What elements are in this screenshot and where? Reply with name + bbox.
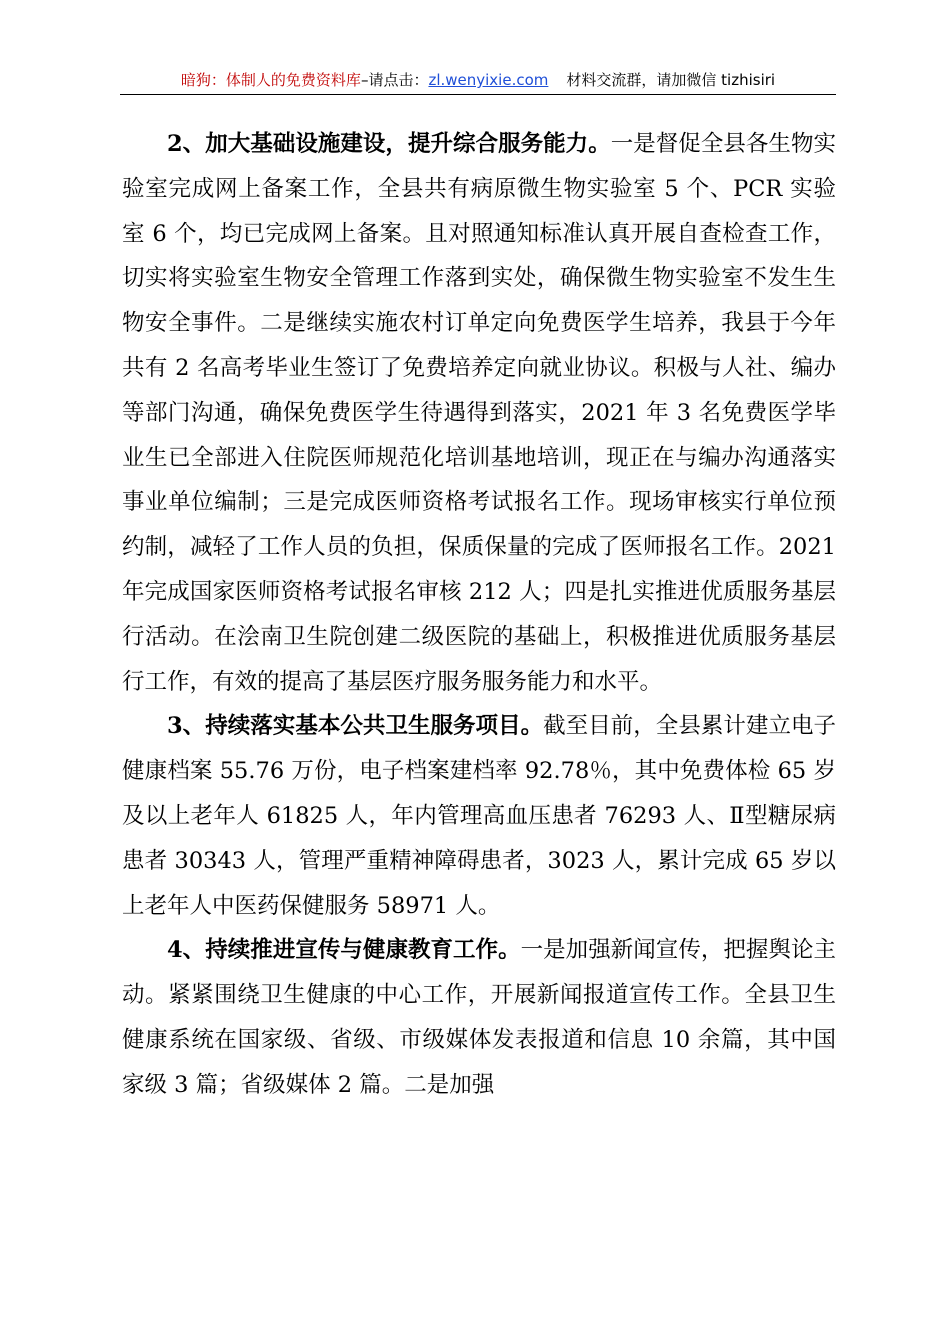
paragraph-2 bbox=[122, 122, 836, 704]
header-contact: 材料交流群，请加微信 tizhisiri bbox=[566, 71, 776, 89]
paragraph-text: 一是加强新闻宣传，把握舆论主动。紧紧围绕卫生健康的中心工作，开展新闻报道宣传工作。全县卫生健康系统在国家级、省级、市级媒体发表报道和信息 10 余篇，其中国家级 3 篇；省级媒体 2 篇。二是加强 bbox=[122, 937, 836, 1098]
document-body bbox=[122, 122, 836, 1108]
header-link[interactable]: zl.wenyixie.com bbox=[428, 71, 549, 89]
paragraph-heading: 2、加大基础设施建设，提升综合服务能力。 bbox=[167, 131, 611, 157]
paragraph-3 bbox=[122, 704, 836, 928]
paragraph-heading: 4、持续推进宣传与健康教育工作。 bbox=[167, 937, 521, 964]
paragraph-text: 截至目前，全县累计建立电子健康档案 55.76 万份，电子档案建档率 92.78％，其中免费体检 65 岁及以上老年人 61825 人，年内管理高血压患者 76293 人、Ⅱ型糖尿病患者 30343 人，管理严重精神障碍患者，3023 人，累计完成 65 岁以上老年人中医药保健服务 58971 人。 bbox=[122, 713, 836, 919]
paragraph-heading: 3、持续落实基本公共卫生服务项目。 bbox=[167, 713, 544, 740]
page-header bbox=[120, 66, 836, 95]
header-brand: 暗狗：体制人的免费资料库 bbox=[180, 71, 361, 89]
paragraph-4 bbox=[122, 928, 836, 1107]
paragraph-text: 一是督促全县各生物实验室完成网上备案工作，全县共有病原微生物实验室 5 个、PCR 实验室 6 个，均已完成网上备案。且对照通知标准认真开展自查检查工作，切实将实验室生物安全管理工作落到实处，确保微生物实验室不发生生物安全事件。二是继续实施农村订单定向免费医学生培养，我县于今年共有 2 名高考毕业生签订了免费培养定向就业协议。积极与人社、编办等部门沟通，确保免费医学生待遇得到落实，2021 年 3 名免费医学毕业生已全部进入住院医师规范化培训基地培训，现正在与编办沟通落实事业单位编制；三是完成医师资格考试报名工作。现场审核实行单位预约制，减轻了工作人员的负担，保质保量的完成了医师报名工作。2021 年完成国家医师资格考试报名审核 212 人；四是扎实推进优质服务基层行活动。在浍南卫生院创建二级医院的基础上，积极推进优质服务基层行工作，有效的提高了基层医疗服务服务能力和水平。 bbox=[122, 131, 836, 695]
header-prompt: –请点击： bbox=[360, 71, 429, 89]
